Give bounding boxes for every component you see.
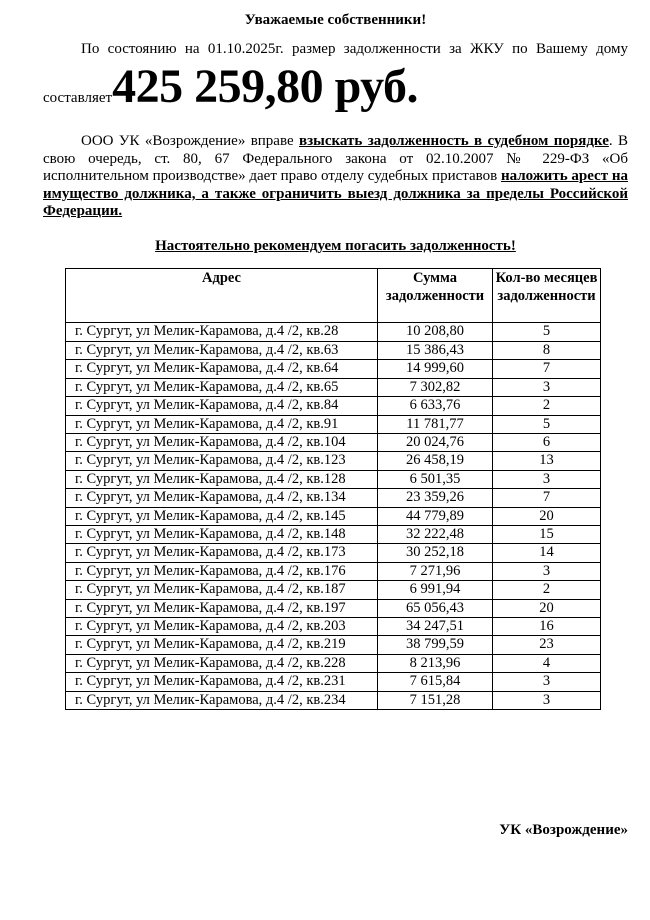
amount-cell: 14 999,60: [378, 360, 493, 378]
address-cell: г. Сургут, ул Мелик-Карамова, д.4 /2, кв.63: [66, 341, 378, 359]
intro-line: По состоянию на 01.10.2025г. размер задолженности за ЖКУ по Вашему дому: [81, 40, 628, 57]
amount-cell: 6 501,35: [378, 470, 493, 488]
months-cell: 2: [493, 397, 601, 415]
months-cell: 4: [493, 654, 601, 672]
months-cell: 3: [493, 470, 601, 488]
amount-cell: 7 615,84: [378, 673, 493, 691]
months-cell: 15: [493, 525, 601, 543]
amount-cell: 6 633,76: [378, 397, 493, 415]
amount-prefix: составляет: [43, 90, 113, 106]
address-cell: г. Сургут, ул Мелик-Карамова, д.4 /2, кв.65: [66, 378, 378, 396]
address-cell: г. Сургут, ул Мелик-Карамова, д.4 /2, кв.219: [66, 636, 378, 654]
debt-table-body: [66, 323, 601, 710]
months-cell: 6: [493, 433, 601, 451]
table-row: [66, 562, 601, 580]
address-cell: г. Сургут, ул Мелик-Карамова, д.4 /2, кв.145: [66, 507, 378, 525]
table-row: [66, 507, 601, 525]
address-cell: г. Сургут, ул Мелик-Карамова, д.4 /2, кв.176: [66, 562, 378, 580]
address-cell: г. Сургут, ул Мелик-Карамова, д.4 /2, кв.197: [66, 599, 378, 617]
months-cell: 20: [493, 507, 601, 525]
table-row: [66, 323, 601, 341]
legal-text-2: . В свою очередь, ст. 80, 67 Федерального закона от 02.10.2007 № 229-ФЗ «Об исполнительном производстве» дает право отделу судебных приставов: [43, 133, 628, 185]
months-cell: 3: [493, 673, 601, 691]
table-row: [66, 617, 601, 635]
months-cell: 16: [493, 617, 601, 635]
address-cell: г. Сургут, ул Мелик-Карамова, д.4 /2, кв.173: [66, 544, 378, 562]
address-cell: г. Сургут, ул Мелик-Карамова, д.4 /2, кв.148: [66, 525, 378, 543]
table-row: [66, 673, 601, 691]
amount-cell: 32 222,48: [378, 525, 493, 543]
amount-cell: 11 781,77: [378, 415, 493, 433]
address-cell: г. Сургут, ул Мелик-Карамова, д.4 /2, кв.231: [66, 673, 378, 691]
months-cell: 5: [493, 323, 601, 341]
months-cell: 5: [493, 415, 601, 433]
address-cell: г. Сургут, ул Мелик-Карамова, д.4 /2, кв.187: [66, 581, 378, 599]
signature: УК «Возрождение»: [499, 822, 628, 838]
amount-cell: 7 151,28: [378, 691, 493, 709]
legal-highlight-arrest: наложить арест на имущество должника, а также ограничить выезд должника за пределы Российской Федерации.: [43, 168, 628, 220]
months-cell: 7: [493, 360, 601, 378]
months-cell: 20: [493, 599, 601, 617]
table-row: [66, 397, 601, 415]
months-cell: 14: [493, 544, 601, 562]
months-cell: 7: [493, 489, 601, 507]
address-cell: г. Сургут, ул Мелик-Карамова, д.4 /2, кв.84: [66, 397, 378, 415]
debt-table: [65, 268, 601, 710]
address-cell: г. Сургут, ул Мелик-Карамова, д.4 /2, кв.134: [66, 489, 378, 507]
address-cell: г. Сургут, ул Мелик-Карамова, д.4 /2, кв.234: [66, 691, 378, 709]
table-row: [66, 452, 601, 470]
table-header-row: [66, 269, 601, 323]
amount-cell: 20 024,76: [378, 433, 493, 451]
table-row: [66, 415, 601, 433]
address-cell: г. Сургут, ул Мелик-Карамова, д.4 /2, кв.128: [66, 470, 378, 488]
table-row: [66, 433, 601, 451]
table-row: [66, 378, 601, 396]
legal-highlight-court: взыскать задолженность в судебном порядке: [299, 133, 609, 149]
amount-cell: 26 458,19: [378, 452, 493, 470]
table-row: [66, 525, 601, 543]
amount-cell: 10 208,80: [378, 323, 493, 341]
col-header-address: Адрес: [66, 269, 378, 323]
amount-cell: 34 247,51: [378, 617, 493, 635]
recommendation-line: [43, 238, 628, 256]
debt-amount: 425 259,80 руб.: [112, 60, 419, 113]
table-row: [66, 581, 601, 599]
legal-text-1: ООО УК «Возрождение» вправе: [81, 133, 300, 149]
months-cell: 2: [493, 581, 601, 599]
amount-cell: 8 213,96: [378, 654, 493, 672]
document-title: Уважаемые собственники!: [244, 12, 427, 28]
table-row: [66, 654, 601, 672]
address-cell: г. Сургут, ул Мелик-Карамова, д.4 /2, кв.28: [66, 323, 378, 341]
amount-cell: 44 779,89: [378, 507, 493, 525]
address-cell: г. Сургут, ул Мелик-Карамова, д.4 /2, кв.123: [66, 452, 378, 470]
months-cell: 23: [493, 636, 601, 654]
amount-cell: 6 991,94: [378, 581, 493, 599]
address-cell: г. Сургут, ул Мелик-Карамова, д.4 /2, кв.64: [66, 360, 378, 378]
address-cell: г. Сургут, ул Мелик-Карамова, д.4 /2, кв.228: [66, 654, 378, 672]
months-cell: 3: [493, 378, 601, 396]
address-cell: г. Сургут, ул Мелик-Карамова, д.4 /2, кв.203: [66, 617, 378, 635]
months-cell: 3: [493, 562, 601, 580]
address-cell: г. Сургут, ул Мелик-Карамова, д.4 /2, кв.91: [66, 415, 378, 433]
amount-cell: 7 302,82: [378, 378, 493, 396]
amount-cell: 38 799,59: [378, 636, 493, 654]
amount-line: [43, 61, 628, 124]
amount-cell: 7 271,96: [378, 562, 493, 580]
table-row: [66, 691, 601, 709]
table-row: [66, 544, 601, 562]
amount-cell: 15 386,43: [378, 341, 493, 359]
amount-cell: 23 359,26: [378, 489, 493, 507]
table-row: [66, 599, 601, 617]
months-cell: 13: [493, 452, 601, 470]
amount-cell: 30 252,18: [378, 544, 493, 562]
months-cell: 3: [493, 691, 601, 709]
table-row: [66, 360, 601, 378]
table-row: [66, 341, 601, 359]
table-row: [66, 470, 601, 488]
months-cell: 8: [493, 341, 601, 359]
col-header-amount: Сумма задолженности: [378, 269, 493, 323]
address-cell: г. Сургут, ул Мелик-Карамова, д.4 /2, кв.104: [66, 433, 378, 451]
amount-cell: 65 056,43: [378, 599, 493, 617]
legal-paragraph: [43, 133, 628, 221]
recommendation-text: Настоятельно рекомендуем погасить задолженность!: [155, 237, 516, 254]
col-header-months: Кол-во месяцев задолженности: [493, 269, 601, 323]
table-row: [66, 636, 601, 654]
table-row: [66, 489, 601, 507]
